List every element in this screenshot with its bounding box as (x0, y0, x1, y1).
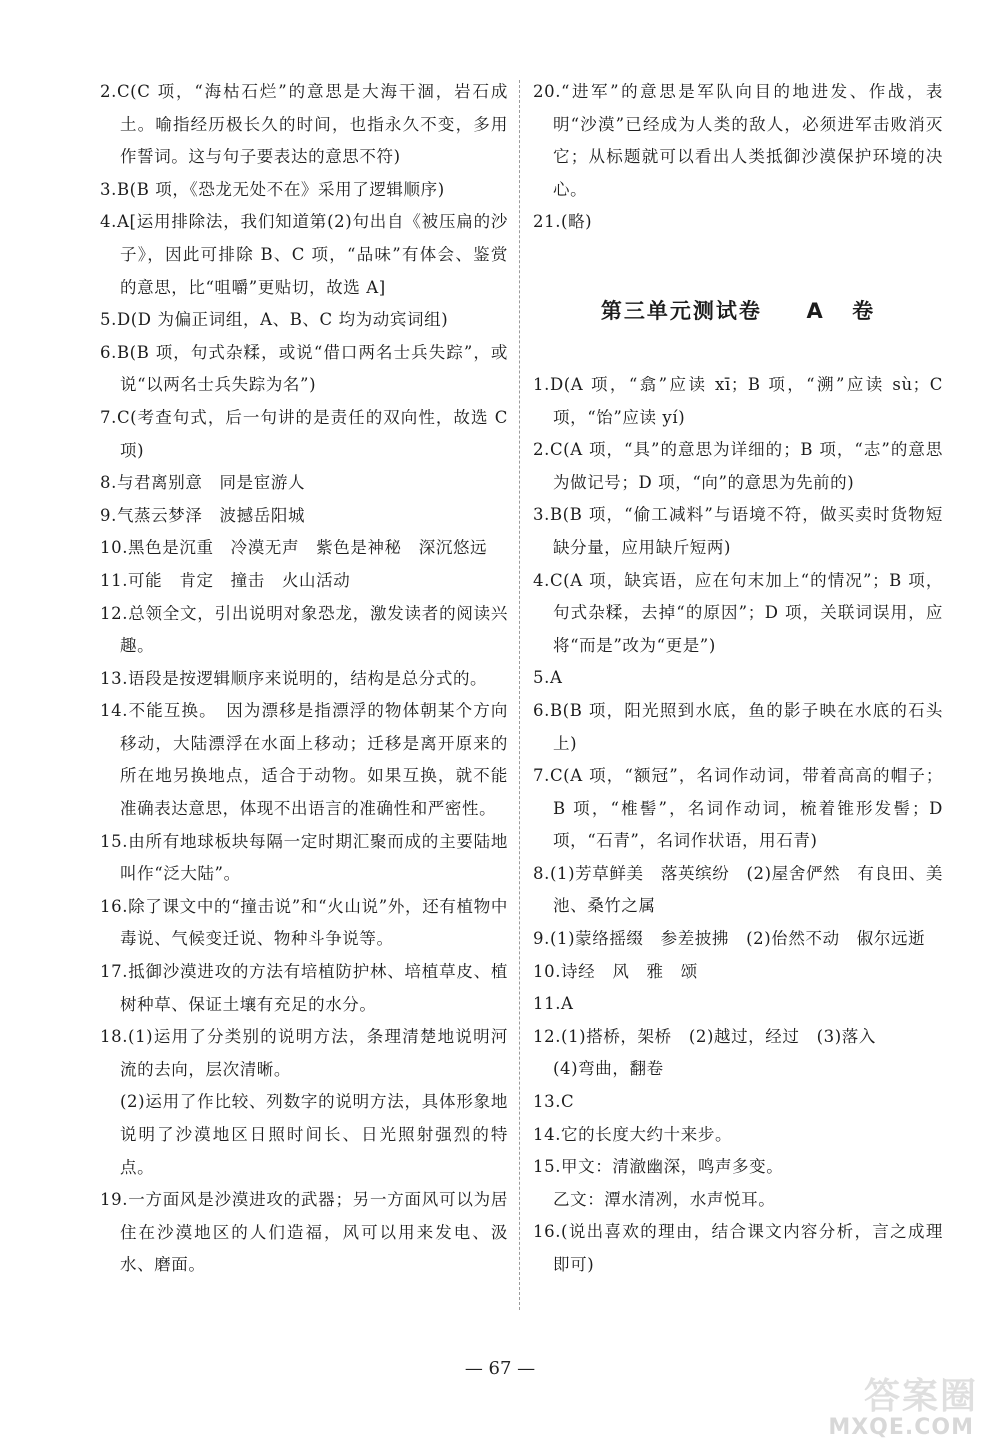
answer-item: 17.抵御沙漠进攻的方法有培植防护林、培植草皮、植树种草、保证土壤有充足的水分。 (100, 962, 508, 1014)
answer-item: 16.(说出喜欢的理由，结合课文内容分析，言之成理即可) (533, 1222, 943, 1274)
answer-item: 9.气蒸云梦泽 波撼岳阳城 (100, 505, 306, 525)
answer-item: 21.(略) (533, 212, 593, 232)
answer-item: 18.(1)运用了分类别的说明方法，条理清楚地说明河流的去向，层次清晰。 (100, 1027, 508, 1079)
answer-item: 14.它的长度大约十来步。 (533, 1124, 733, 1144)
answer-item: 11.可能 肯定 撞击 火山活动 (100, 570, 351, 590)
answer-item: 8.与君离别意 同是宦游人 (100, 473, 306, 493)
answer-item: 3.B(B 项，《恐龙无处不在》采用了逻辑顺序) (100, 179, 445, 199)
section-heading (533, 295, 943, 327)
watermark-logo-text: 答案圈 (863, 1376, 978, 1417)
answer-item: 10.黑色是沉重 冷漠无声 紫色是神秘 深沉悠远 (100, 538, 488, 558)
answer-item: 5.A (533, 668, 563, 688)
answer-item: 7.C(A 项，“额冠”，名词作动词，带着高高的帽子；B 项，“椎髻”，名词作动词，梳着锥形发髻；D 项，“石青”，名词作状语，用石青) (533, 766, 943, 851)
answer-item: 1.D(A 项，“翕”应读 xī；B 项，“溯”应读 sù；C 项，“饴”应读 yí) (533, 374, 943, 427)
left-column (100, 76, 508, 1282)
answer-item: 6.B(B 项，句式杂糅，或说“借口两名士兵失踪”，或说“以两名士兵失踪为名”) (100, 342, 508, 395)
section-paper-label: A 卷 (806, 298, 876, 323)
answer-item: 8.(1)芳草鲜美 落英缤纷 (2)屋舍俨然 有良田、美池、桑竹之属 (533, 863, 943, 916)
answer-sub-item: 乙文：潭水清冽，水声悦耳。 (553, 1189, 776, 1209)
answer-item: 5.D(D 为偏正词组，A、B、C 均为动宾词组) (100, 310, 449, 330)
answer-item: 3.B(B 项，“偷工减料”与语境不符，做买卖时货物短缺分量，应用缺斤短两) (533, 505, 943, 557)
answer-item: 15.由所有地球板块每隔一定时期汇聚而成的主要陆地叫作“泛大陆”。 (100, 831, 508, 884)
answer-sub-item: (2)运用了作比较、列数字的说明方法，具体形象地说明了沙漠地区日照时间长、日光照射强烈的特点。 (120, 1092, 508, 1177)
section-title: 第三单元测试卷 (600, 298, 762, 323)
answer-item: 12.总领全文，引出说明对象恐龙，激发读者的阅读兴趣。 (100, 603, 508, 656)
answer-item: 4.A[运用排除法，我们知道第(2)句出自《被压扁的沙子》，因此可排除 B、C 项，“品味”有体会、鉴赏的意思，比“咀嚼”更贴切，故选 A] (100, 212, 508, 297)
answer-item: 14.不能互换。 因为漂移是指漂浮的物体朝某个方向移动，大陆漂浮在水面上移动；迁移是离开原来的所在地另换地点，适合于动物。如果互换，就不能准确表达意思，体现不出语言的准确性和严密性。 (100, 701, 508, 819)
watermark-url: MXQE.COM (828, 1415, 974, 1440)
answer-item: 11.A (533, 994, 574, 1014)
answer-item: 6.B(B 项，阳光照到水底，鱼的影子映在水底的石头上) (533, 700, 943, 753)
answer-item: 9.(1)蒙络摇缀 参差披拂 (2)佁然不动 俶尔远逝 (533, 929, 926, 949)
answer-item: 15.甲文：清澈幽深，鸣声多变。 (533, 1157, 784, 1177)
answer-item: 20.“进军”的意思是军队向目的地进发、作战，表明“沙漠”已经成为人类的敌人，必须进军击败消灭它；从标题就可以看出人类抵御沙漠保护环境的决心。 (533, 82, 943, 199)
answer-sub-item: (4)弯曲，翻卷 (553, 1059, 664, 1079)
answer-item: 10.诗经 风 雅 颂 (533, 961, 698, 981)
answer-item: 13.C (533, 1092, 575, 1112)
answer-item: 12.(1)搭桥，架桥 (2)越过，经过 (3)落入 (533, 1026, 876, 1046)
answer-item: 7.C(考查句式，后一句讲的是责任的双向性，故选 C 项) (100, 407, 508, 460)
answer-item: 2.C(A 项，“具”的意思为详细的；B 项，“志”的意思为做记号；D 项，“向”的意思为先前的) (533, 440, 943, 492)
answer-item: 4.C(A 项，缺宾语，应在句末加上“的情况”；B 项，句式杂糅，去掉“的原因”；D 项，关联词误用，应将“而是”改为“更是”) (533, 570, 943, 655)
answer-item: 16.除了课文中的“撞击说”和“火山说”外，还有植物中毒说、气候变迁说、物种斗争说等。 (100, 896, 508, 949)
answer-item: 13.语段是按逻辑顺序来说明的，结构是总分式的。 (100, 668, 488, 688)
site-watermark (808, 1368, 978, 1440)
page-number: — 67 — (464, 1358, 536, 1379)
answer-item: 2.C(C 项，“海枯石烂”的意思是大海干涸，岩石成土。喻指经历极长久的时间，也指永久不变，多用作誓词。这与句子要表达的意思不符) (100, 82, 508, 167)
answer-item: 19.一方面风是沙漠进攻的武器；另一方面风可以为居住在沙漠地区的人们造福，风可以用来发电、汲水、磨面。 (100, 1190, 508, 1275)
right-column (533, 76, 943, 1282)
column-divider (519, 80, 520, 1310)
